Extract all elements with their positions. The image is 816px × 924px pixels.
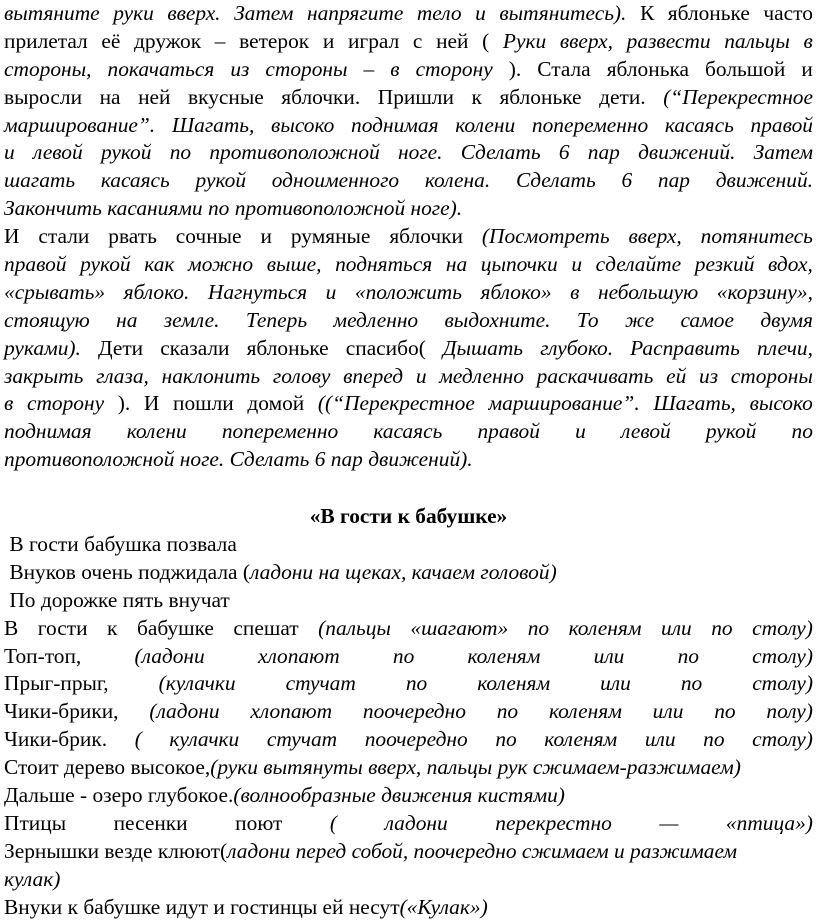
word: Чики-брики, (4, 699, 119, 724)
line-text (4, 866, 60, 894)
line-text (4, 587, 230, 615)
word: Птицы (4, 810, 67, 835)
word: ). (117, 391, 131, 416)
word: 6 (621, 168, 633, 193)
word: медленно (439, 363, 524, 388)
word: касаясь (664, 112, 734, 137)
word: «корзину», (716, 279, 813, 304)
word: стоящую (4, 307, 90, 332)
word: стали (38, 224, 90, 249)
word: поочередно (362, 699, 466, 724)
text-line (4, 139, 813, 167)
word: вдох, (768, 252, 813, 277)
word: выше, (266, 252, 322, 277)
word: сторону (415, 56, 493, 81)
word: в (4, 391, 14, 416)
word: Прыг-прыг, (4, 671, 109, 696)
word: потянитесь (700, 224, 813, 249)
word: небольшую (597, 279, 699, 304)
plain-text: Стоит дерево высокое, (4, 755, 211, 780)
word: Расправить (630, 335, 740, 360)
word: касаясь (373, 419, 443, 444)
italic-text: ладони на щеках, качаем головой) (250, 559, 557, 584)
word: выдохните. (444, 307, 551, 332)
word: Руки (502, 28, 547, 53)
word: Дышать (442, 335, 524, 360)
text-line (4, 195, 813, 223)
word: маршировани‍е”. (4, 112, 156, 137)
text-line (4, 810, 813, 838)
word: коленям (544, 727, 618, 752)
text-line (4, 84, 813, 112)
word: одноименного (271, 168, 400, 193)
word: по (496, 699, 519, 724)
word: часто (763, 1, 813, 25)
word: в (390, 56, 400, 81)
word: играл (347, 28, 400, 53)
word: ней (436, 28, 469, 53)
word: стучат (285, 671, 356, 696)
word: руками). (4, 335, 81, 360)
word: ладони (384, 810, 448, 835)
text-line (4, 251, 813, 279)
text-line (4, 559, 813, 587)
text-line (4, 670, 813, 698)
word: яблонька (606, 56, 690, 81)
story-paragraph-1 (4, 0, 813, 223)
text-line (4, 446, 813, 474)
word: касаясь (100, 168, 170, 193)
word: и (4, 140, 15, 165)
line-text (4, 195, 462, 223)
text-line (4, 279, 813, 307)
word: колена. (424, 168, 491, 193)
word: вверх, (628, 224, 682, 249)
line-text (4, 782, 565, 810)
word: выросли (4, 84, 83, 109)
word: или (593, 643, 625, 668)
word: Шагать, (171, 112, 255, 137)
plain-text: Внуков очень поджидала ( (4, 559, 250, 584)
word: (“Перекрестное (663, 84, 813, 109)
word: И (143, 391, 160, 416)
word: левой (620, 419, 671, 444)
word: Пришли (377, 84, 454, 109)
word: попеременно (531, 112, 649, 137)
word: и (322, 28, 335, 53)
word: коленям (548, 699, 622, 724)
word: Стала (537, 56, 591, 81)
text-line (4, 615, 813, 643)
word: по (791, 419, 813, 444)
word: яблоньке (499, 84, 582, 109)
word: раскачивать (536, 363, 654, 388)
word: (ладони (134, 643, 205, 668)
word: И (4, 224, 20, 249)
word: и (415, 363, 427, 388)
word: Сделать (460, 140, 541, 165)
word: колени (126, 419, 187, 444)
word: В (4, 615, 19, 640)
italic-text: (волнообразные движения кистями) (233, 783, 565, 808)
text-line (4, 754, 813, 782)
word: — (659, 810, 679, 835)
word: наклонить (161, 363, 261, 388)
word: сделайте (595, 252, 682, 277)
word: стороны, (4, 56, 92, 81)
text-line (4, 28, 813, 56)
section-title: «В гости к бабушке» (309, 504, 508, 529)
word: плечи, (756, 335, 813, 360)
text-line (4, 866, 813, 894)
word: по (677, 643, 699, 668)
word: хлопают (250, 699, 333, 724)
line-text (4, 838, 737, 866)
text-line (4, 726, 813, 754)
word: перекрестно (495, 810, 612, 835)
word: как (144, 252, 175, 277)
word: Нагнуться (207, 279, 308, 304)
word: движений. (715, 168, 813, 193)
word: дружок (134, 28, 202, 53)
word: или (661, 615, 692, 640)
plain-text: По дорожке пять внучат (4, 587, 230, 612)
italic-text: («Кулак») (399, 894, 488, 919)
word: по (405, 671, 428, 696)
word: «шагают» (410, 615, 509, 640)
word: резкий (694, 252, 755, 277)
word: в (803, 28, 813, 53)
word: самое (680, 307, 734, 332)
word: попеременно (221, 419, 339, 444)
word: ( (482, 28, 490, 53)
italic-text: противоположной ноге. Сделать 6 пар движений). (4, 447, 473, 472)
word: на (116, 307, 138, 332)
word: глубоко. (540, 335, 614, 360)
word: двумя (760, 307, 813, 332)
word: противоположной (209, 140, 380, 165)
word: ветерок (239, 28, 310, 53)
text-line (4, 782, 813, 810)
text-line (4, 167, 813, 195)
word: (кулачки (158, 671, 236, 696)
word: правой (750, 112, 813, 137)
word: пар (657, 168, 690, 193)
plain-text: Внуки к бабушке идут и гостинцы ей несут (4, 894, 400, 919)
text-line (4, 223, 813, 251)
word: яблоко. (123, 279, 190, 304)
word: столу) (752, 727, 813, 752)
word: столу) (752, 615, 813, 640)
word: столу) (752, 671, 813, 696)
word: коленям (477, 671, 551, 696)
word: движений. (638, 140, 736, 165)
word: «положить (354, 279, 462, 304)
word: стороны (265, 56, 348, 81)
text-line (4, 418, 813, 446)
text-line (4, 698, 813, 726)
word: коленям (467, 643, 541, 668)
word: правой (477, 419, 540, 444)
text-line (4, 307, 813, 335)
word: и (571, 252, 583, 277)
text-line (4, 894, 813, 922)
word: по (680, 671, 703, 696)
word: яблоньке (667, 1, 750, 25)
word: – (214, 28, 226, 53)
italic-text: Закончить касаниями по противоположной ноге). (4, 196, 463, 221)
word: ( (329, 810, 338, 835)
word: пошли (173, 391, 234, 416)
word: «птица») (725, 810, 813, 835)
word: Сделать (515, 168, 596, 193)
word: медленно (333, 307, 419, 332)
word: Дети (97, 335, 144, 360)
word: – (363, 56, 375, 81)
word: голову (272, 363, 331, 388)
plain-text: Дальше - озеро глубокое. (4, 783, 234, 808)
word: или (652, 699, 684, 724)
word: пар (587, 140, 620, 165)
word: развести (626, 28, 711, 53)
story-paragraph-2 (4, 223, 813, 474)
word: или (644, 727, 676, 752)
word: (пальцы (318, 615, 391, 640)
word: высоко (749, 391, 813, 416)
word: левой (32, 140, 83, 165)
word: песенки (113, 810, 188, 835)
word: по (703, 727, 725, 752)
text-line (4, 56, 813, 84)
word: яблоко» (480, 279, 552, 304)
word: тело (416, 1, 462, 25)
word: рукой (100, 140, 152, 165)
word: её (101, 28, 121, 53)
italic-text: кулак) (4, 866, 61, 891)
word: дети. (599, 84, 646, 109)
word: же (625, 307, 655, 332)
word: напрягите (306, 1, 404, 25)
text-line (4, 587, 813, 615)
word: Затем (234, 1, 294, 25)
word: рвать (108, 224, 157, 249)
word: То (576, 307, 599, 332)
word: из (230, 56, 250, 81)
italic-text: ладони перед собой, поочередно сжимаем и разжимаем (227, 838, 738, 863)
text-line (4, 112, 813, 140)
word: бабушке (136, 615, 214, 640)
word: подняться (335, 252, 433, 277)
word: ( (134, 727, 142, 752)
word: ((“Перекрестное (317, 391, 475, 416)
word: Теперь (245, 307, 308, 332)
word: и (325, 279, 337, 304)
word: ). (508, 56, 522, 81)
poem-block (4, 531, 813, 921)
word: сочные (175, 224, 242, 249)
word: «срывать» (4, 279, 106, 304)
word: глаза, (96, 363, 149, 388)
word: вперед (343, 363, 404, 388)
word: правой (4, 252, 67, 277)
word: в (570, 279, 580, 304)
word: закрыть (4, 363, 84, 388)
word: 6 (558, 140, 570, 165)
word: стучат (266, 727, 338, 752)
word: покачаться (107, 56, 215, 81)
word: на (445, 252, 468, 277)
line-text (4, 754, 741, 782)
word: домой (247, 391, 305, 416)
text-line (4, 643, 813, 671)
word: сказали (160, 335, 230, 360)
word: и (260, 224, 272, 249)
word: поют (235, 810, 283, 835)
word: спасибо( (345, 335, 426, 360)
word: румяные (290, 224, 371, 249)
plain-text: Зернышки везде клюют( (4, 838, 228, 863)
word: цыпочки (480, 252, 558, 277)
word: по (392, 643, 415, 668)
line-text (4, 446, 473, 474)
word: поочередно (364, 727, 468, 752)
word: пальцы (724, 28, 790, 53)
word: большой (705, 56, 786, 81)
word: поднимая (4, 419, 92, 444)
word: ей (666, 363, 687, 388)
word: рукой (80, 252, 131, 277)
word: и (575, 419, 586, 444)
word: Шагать, (653, 391, 736, 416)
word: к (471, 84, 482, 109)
italic-text: (руки вытянуты вверх, пальцы рук сжимаем-разжимаем) (210, 755, 741, 780)
word: маршировани‍е”. (488, 391, 640, 416)
word: высоко (271, 112, 335, 137)
word: Топ-топ, (4, 643, 82, 668)
word: с (412, 28, 423, 53)
word: и (801, 56, 813, 81)
word: сторону (26, 391, 105, 416)
plain-text: В гости бабушка позвала (4, 532, 237, 557)
word: ноге. (398, 140, 443, 165)
word: вытянитесь). (499, 1, 627, 25)
word: яблочки. (281, 84, 361, 109)
word: рукой (705, 419, 757, 444)
word: по (169, 140, 192, 165)
word: полу) (766, 699, 813, 724)
word: яблоньке (246, 335, 329, 360)
line-text (4, 559, 557, 587)
text-line (4, 531, 813, 559)
word: вверх, (559, 28, 614, 53)
word: яблочки (389, 224, 463, 249)
word: колени (455, 112, 516, 137)
word: прилетал (4, 28, 88, 53)
text-line (4, 390, 813, 418)
line-text (4, 894, 488, 922)
word: руки (113, 1, 154, 25)
word: можно (188, 252, 254, 277)
word: по (495, 727, 517, 752)
line-text (4, 531, 237, 559)
word: Чики-брик. (4, 727, 108, 752)
word: (ладони (149, 699, 220, 724)
word: Затем (753, 140, 813, 165)
word: поднимая (351, 112, 439, 137)
word: ней (138, 84, 171, 109)
word: по (527, 615, 550, 640)
word: вкусные (188, 84, 264, 109)
text-line (4, 0, 813, 28)
text-line (4, 838, 813, 866)
word: спешат (233, 615, 299, 640)
word: по (714, 699, 736, 724)
word: коленям (568, 615, 642, 640)
word: гости (37, 615, 88, 640)
word: по (711, 615, 733, 640)
word: шагать (4, 168, 76, 193)
word: к (107, 615, 118, 640)
word: рукой (195, 168, 247, 193)
word: вытяните (4, 1, 100, 25)
word: стороны (730, 363, 813, 388)
word: вверх. (167, 1, 221, 25)
word: К (639, 1, 655, 25)
word: из (699, 363, 719, 388)
word: хлопают (257, 643, 340, 668)
word: и (475, 1, 486, 25)
word: на (99, 84, 121, 109)
text-line (4, 335, 813, 363)
text-line (4, 363, 813, 391)
word: земле. (163, 307, 220, 332)
word: или (600, 671, 631, 696)
word: (Посмотреть (481, 224, 610, 249)
word: столу) (752, 643, 813, 668)
word: кулачки (169, 727, 240, 752)
